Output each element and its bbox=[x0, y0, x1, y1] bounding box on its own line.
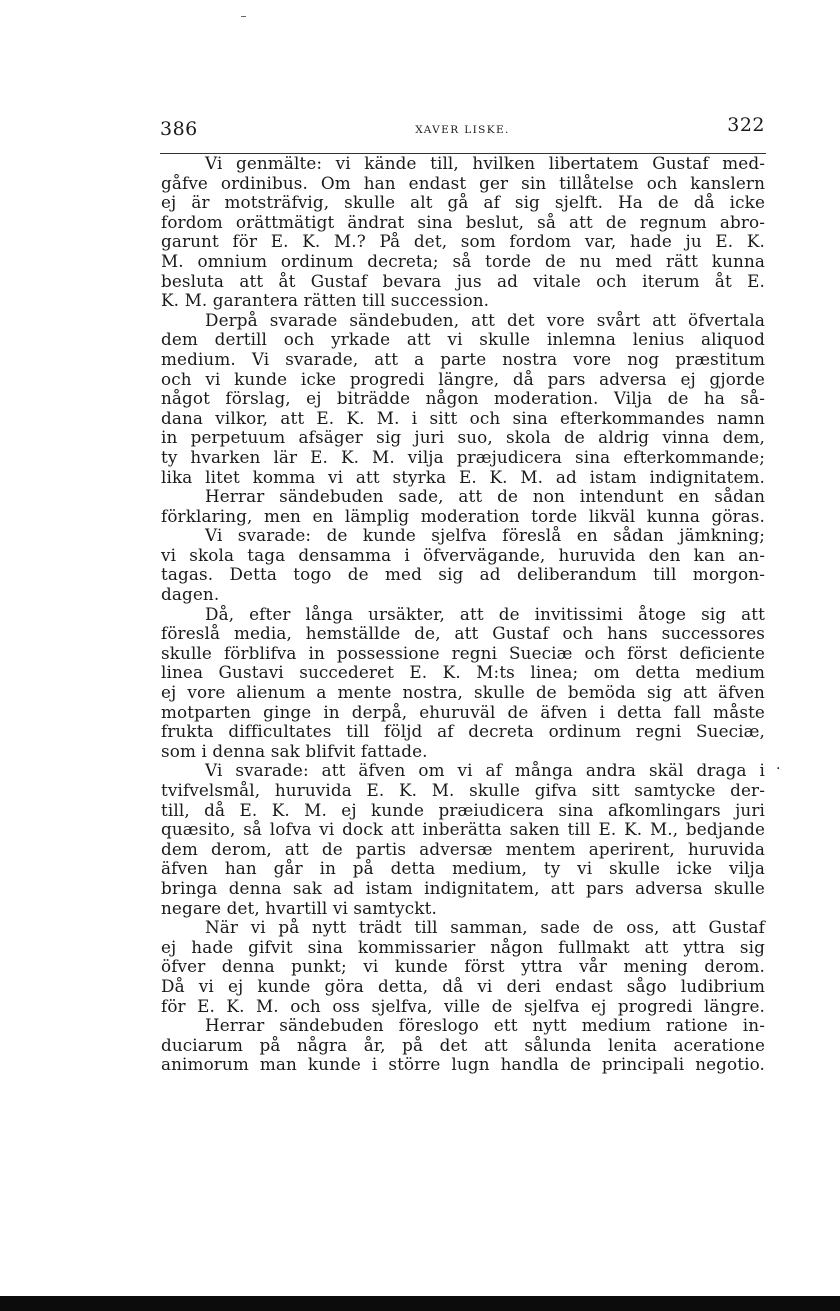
text-line: ej hade gifvit sina kommissarier någon fullmakt att yttra sig bbox=[161, 936, 765, 957]
text-line: duciarum på några år, på det att sålunda lenita aceratione bbox=[161, 1034, 765, 1055]
text-line: negare det, hvartill vi samtyckt. bbox=[161, 897, 437, 918]
scan-mark bbox=[241, 16, 246, 17]
text-line: ej är motsträfvig, skulle alt gå af sig sjelft. Ha de då icke bbox=[161, 192, 765, 213]
text-line: Herrar sändebuden sade, att de non intendunt en sådan bbox=[205, 486, 765, 507]
text-line: linea Gustavi succederet E. K. M:ts linea; om detta medium bbox=[161, 662, 765, 683]
page-number-right: 322 bbox=[727, 114, 765, 136]
text-line: När vi på nytt trädt till samman, sade de oss, att Gustaf bbox=[205, 917, 765, 938]
text-line: öfver denna punkt; vi kunde först yttra vår mening derom. bbox=[161, 956, 765, 977]
text-line: tvifvelsmål, huruvida E. K. M. skulle gifva sitt samtycke der- bbox=[161, 780, 765, 800]
text-line: animorum man kunde i större lugn handla de principali negotio. bbox=[161, 1054, 765, 1075]
text-line: ej vore alienum a mente nostra, skulle de bemöda sig att äfven bbox=[161, 682, 765, 703]
text-line: Herrar sändebuden föreslogo ett nytt medium ratione in- bbox=[205, 1015, 765, 1036]
text-line: vi skola taga densamma i öfvervägande, huruvida den kan an- bbox=[161, 544, 765, 565]
text-line: garunt för E. K. M.? På det, som fordom var, hade ju E. K. bbox=[161, 231, 765, 252]
text-line: tagas. Detta togo de med sig ad deliberandum till morgon- bbox=[161, 564, 765, 585]
text-line: gåfve ordinibus. Om han endast ger sin tillåtelse och kanslern bbox=[161, 172, 765, 193]
text-line: dem dertill och yrkade att vi skulle inlemna lenius aliquod bbox=[161, 329, 765, 350]
text-line: Vi svarade: att äfven om vi af många andra skäl draga i bbox=[205, 760, 765, 781]
text-line: för E. K. M. och oss sjelfva, ville de sjelfva ej progredi längre. bbox=[161, 995, 765, 1016]
text-line: motparten ginge in derpå, ehuruväl de äfven i detta fall måste bbox=[161, 701, 765, 722]
text-line: quæsito, så lofva vi dock att inberätta saken till E. K. M., bedjande bbox=[161, 819, 765, 840]
text-line: dana vilkor, att E. K. M. i sitt och sina efterkommandes namn bbox=[161, 407, 765, 428]
text-line: som i denna sak blifvit fattade. bbox=[161, 740, 428, 761]
text-line: M. omnium ordinum decreta; så torde de nu med rätt kunna bbox=[161, 250, 765, 271]
text-line: medium. Vi svarade, att a parte nostra vore nog præstitum bbox=[161, 348, 765, 369]
text-line: Då vi ej kunde göra detta, då vi deri endast sågo ludibrium bbox=[161, 975, 765, 996]
text-line: frukta difficultates till följd af decreta ordinum regni Sueciæ, bbox=[161, 721, 765, 742]
text-line: Derpå svarade sändebuden, att det vore svårt att öfvertala bbox=[205, 309, 765, 330]
text-line: till, då E. K. M. ej kunde præiudicera sina afkomlingars juri bbox=[161, 799, 765, 820]
margin-mark: . bbox=[776, 757, 781, 773]
text-line: fordom orättmätigt ändrat sina beslut, så att de regnum abro- bbox=[161, 211, 765, 232]
text-line: äfven han går in på detta medium, ty vi skulle icke vilja bbox=[161, 858, 765, 879]
text-line: dem derom, att de partis adversæ mentem aperirent, huruvida bbox=[161, 838, 765, 859]
text-line: Vi genmälte: vi kände till, hvilken libertatem Gustaf med- bbox=[205, 153, 765, 173]
text-line: bringa denna sak ad istam indignitatem, att pars adversa skulle bbox=[161, 877, 765, 898]
text-line: lika litet komma vi att styrka E. K. M. ad istam indignitatem. bbox=[161, 466, 765, 487]
body-text bbox=[161, 154, 765, 1075]
text-line: föreslå media, hemställde de, att Gustaf och hans successores bbox=[161, 623, 765, 644]
text-line: och vi kunde icke progredi längre, då pars adversa ej gjorde bbox=[161, 368, 765, 389]
text-line: ty hvarken lär E. K. M. vilja præjudicera sina efterkommande; bbox=[161, 446, 765, 467]
page-header bbox=[160, 114, 765, 144]
text-line: Då, efter långa ursäkter, att de invitissimi åtoge sig att bbox=[205, 603, 765, 624]
text-line: förklaring, men en lämplig moderation torde likväl kunna göras. bbox=[161, 505, 765, 526]
text-line: dagen. bbox=[161, 584, 220, 605]
text-line: in perpetuum afsäger sig juri suo, skola de aldrig vinna dem, bbox=[161, 427, 765, 448]
text-line: K. M. garantera rätten till succession. bbox=[161, 290, 490, 311]
text-line: skulle förblifva in possessione regni Sueciæ och först deficiente bbox=[161, 642, 765, 663]
scan-border bbox=[0, 1296, 840, 1311]
text-line: besluta att åt Gustaf bevara jus ad vitale och iterum åt E. bbox=[161, 270, 765, 291]
text-line: Vi svarade: de kunde sjelfva föreslå en sådan jämkning; bbox=[205, 525, 765, 546]
running-head: XAVER LISKE. bbox=[415, 124, 510, 136]
page-number-left: 386 bbox=[160, 118, 198, 140]
text-line: något förslag, ej biträdde någon moderation. Vilja de ha så- bbox=[161, 388, 765, 409]
